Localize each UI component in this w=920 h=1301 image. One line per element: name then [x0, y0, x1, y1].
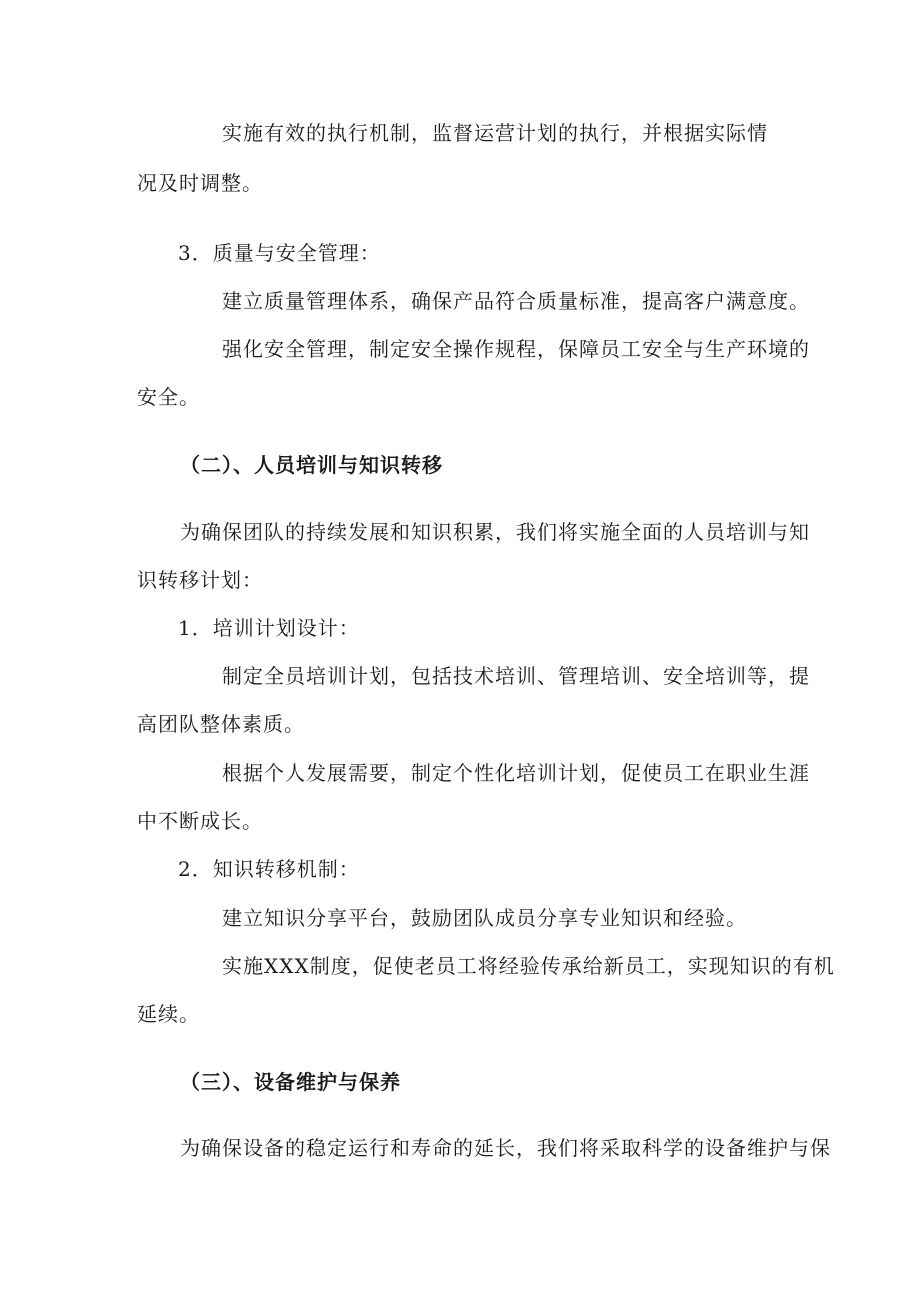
paragraph-line: 强化安全管理，制定安全操作规程，保障员工安全与生产环境的 — [222, 337, 810, 361]
list-item-heading: 2．知识转移机制： — [178, 857, 360, 881]
section-heading: （三）、设备维护与保养 — [180, 1070, 401, 1094]
paragraph-line: 延续。 — [137, 1002, 200, 1026]
list-item-heading: 1．培训计划设计： — [178, 616, 360, 640]
list-item-heading: 3．质量与安全管理： — [178, 241, 381, 265]
paragraph-line: 制定全员培训计划，包括技术培训、管理培训、安全培训等，提 — [222, 664, 810, 688]
paragraph-line: 安全。 — [137, 385, 200, 409]
paragraph-line: 识转移计划： — [137, 568, 263, 592]
paragraph-line: 高团队整体素质。 — [137, 712, 305, 736]
paragraph-line: 为确保团队的持续发展和知识积累，我们将实施全面的人员培训与知 — [180, 520, 810, 544]
paragraph-line: 实施有效的执行机制，监督运营计划的执行，并根据实际情 — [222, 121, 768, 145]
paragraph-line: 建立质量管理体系，确保产品符合质量标准，提高客户满意度。 — [222, 289, 810, 313]
paragraph-line: 建立知识分享平台，鼓励团队成员分享专业知识和经验。 — [222, 906, 747, 930]
paragraph-line: 况及时调整。 — [137, 171, 263, 195]
paragraph-line: 实施XXX制度，促使老员工将经验传承给新员工，实现知识的有机 — [222, 954, 835, 978]
paragraph-line: 中不断成长。 — [137, 809, 263, 833]
paragraph-line: 根据个人发展需要，制定个性化培训计划，促使员工在职业生涯 — [222, 761, 810, 785]
section-heading: （二）、人员培训与知识转移 — [180, 453, 443, 477]
paragraph-line: 为确保设备的稳定运行和寿命的延长，我们将采取科学的设备维护与保 — [180, 1136, 831, 1160]
